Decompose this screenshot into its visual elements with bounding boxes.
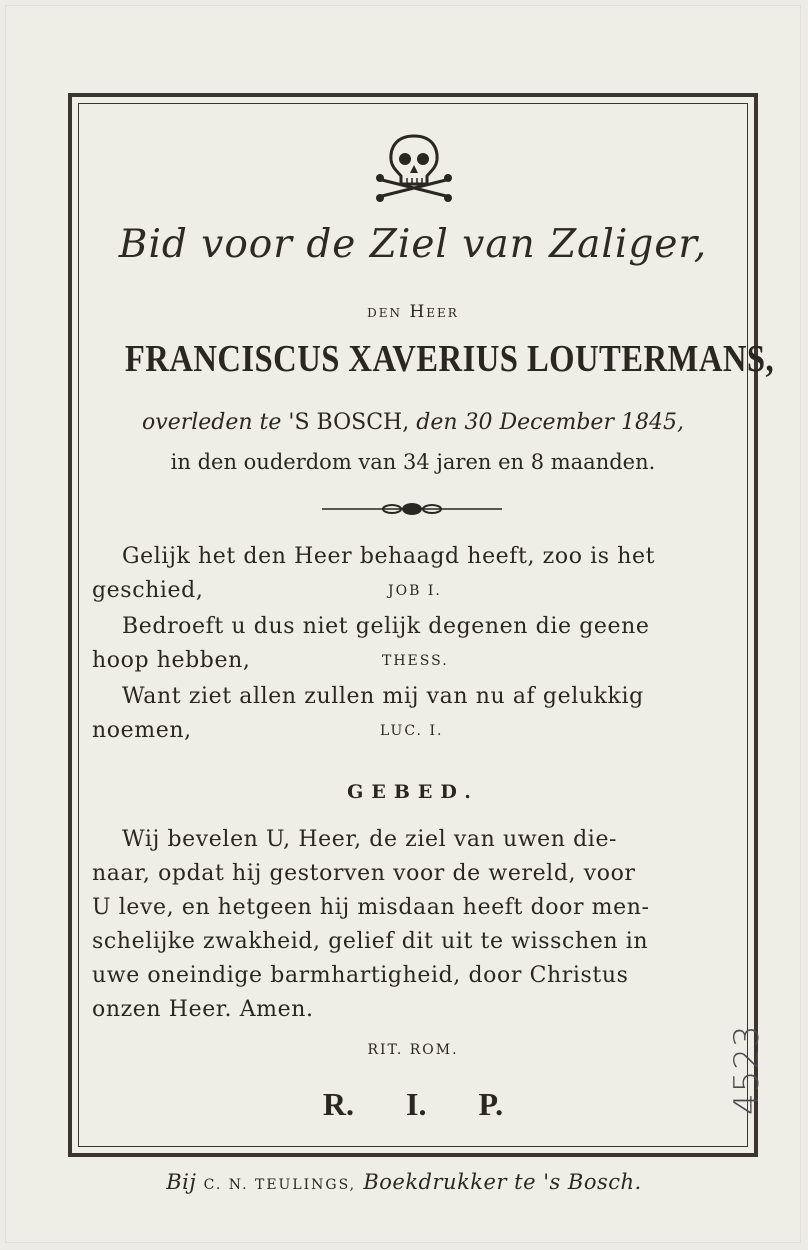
verse-reference: LUC. I. [380, 723, 444, 739]
printer-suffix: Boekdrukker te 's Bosch. [363, 1170, 642, 1194]
prayer-line: naar, opdat hij gestorven voor de wereld, voor [92, 861, 636, 886]
prayer-line: schelijke zwakheid, gelief dit uit te wisschen in [92, 929, 649, 954]
age-line: in den ouderdom van 34 jaren en 8 maanden. [170, 450, 656, 474]
printer-name: C. N. TEULINGS, [203, 1177, 357, 1193]
prayer-source: RIT. ROM. [367, 1042, 459, 1058]
prayer-body [92, 823, 740, 1027]
prayer-line: U leve, en hetgeen hij misdaan heeft door men- [92, 895, 650, 920]
printer-imprint [0, 1170, 808, 1194]
skull-crossbones-icon [374, 132, 454, 202]
verse-3 [92, 680, 740, 748]
verse-line: geschied, [92, 578, 204, 603]
verse-line: Gelijk het den Heer behaagd heeft, zoo is het [122, 544, 656, 569]
prayer-title: GEBED. [347, 781, 479, 803]
printer-prefix: Bij [166, 1170, 197, 1194]
prayer-line: Wij bevelen U, Heer, de ziel van uwen die- [122, 827, 618, 852]
death-line [78, 410, 748, 435]
rip-line [78, 1086, 748, 1123]
handwritten-catalog-number: 4523 [727, 1024, 767, 1115]
verse-line: noemen, [92, 718, 192, 743]
prayer-line: onzen Heer. Amen. [92, 997, 314, 1022]
verse-1 [92, 540, 740, 608]
prayer-heading: Bid voor de Ziel van Zaliger, [118, 222, 708, 267]
verse-line [92, 714, 740, 748]
verse-line: Want ziet allen zullen mij van nu af gelukkig [122, 684, 644, 709]
verse-2 [92, 610, 740, 678]
deceased-name: FRANCISCUS XAVERIUS LOUTERMANS, [124, 338, 775, 380]
verse-reference: THESS. [382, 653, 449, 669]
verse-line [92, 574, 740, 608]
prayer-line: uwe oneindige barmhartigheid, door Christus [92, 963, 629, 988]
death-date: den 30 December 1845, [416, 410, 684, 435]
death-prefix: overleden te [142, 410, 282, 435]
verse-line: Bedroeft u dus niet gelijk degenen die geene [122, 614, 650, 639]
verse-line [92, 644, 740, 678]
death-place: 'S BOSCH, [288, 410, 410, 435]
rip-letter: R. [322, 1086, 355, 1122]
salutation: den Heer [367, 302, 459, 322]
rip-letter: P. [478, 1086, 504, 1122]
rip-letter: I. [406, 1086, 427, 1122]
verse-reference: JOB I. [388, 583, 442, 599]
ornament-divider [320, 500, 504, 518]
verse-line: hoop hebben, [92, 648, 251, 673]
